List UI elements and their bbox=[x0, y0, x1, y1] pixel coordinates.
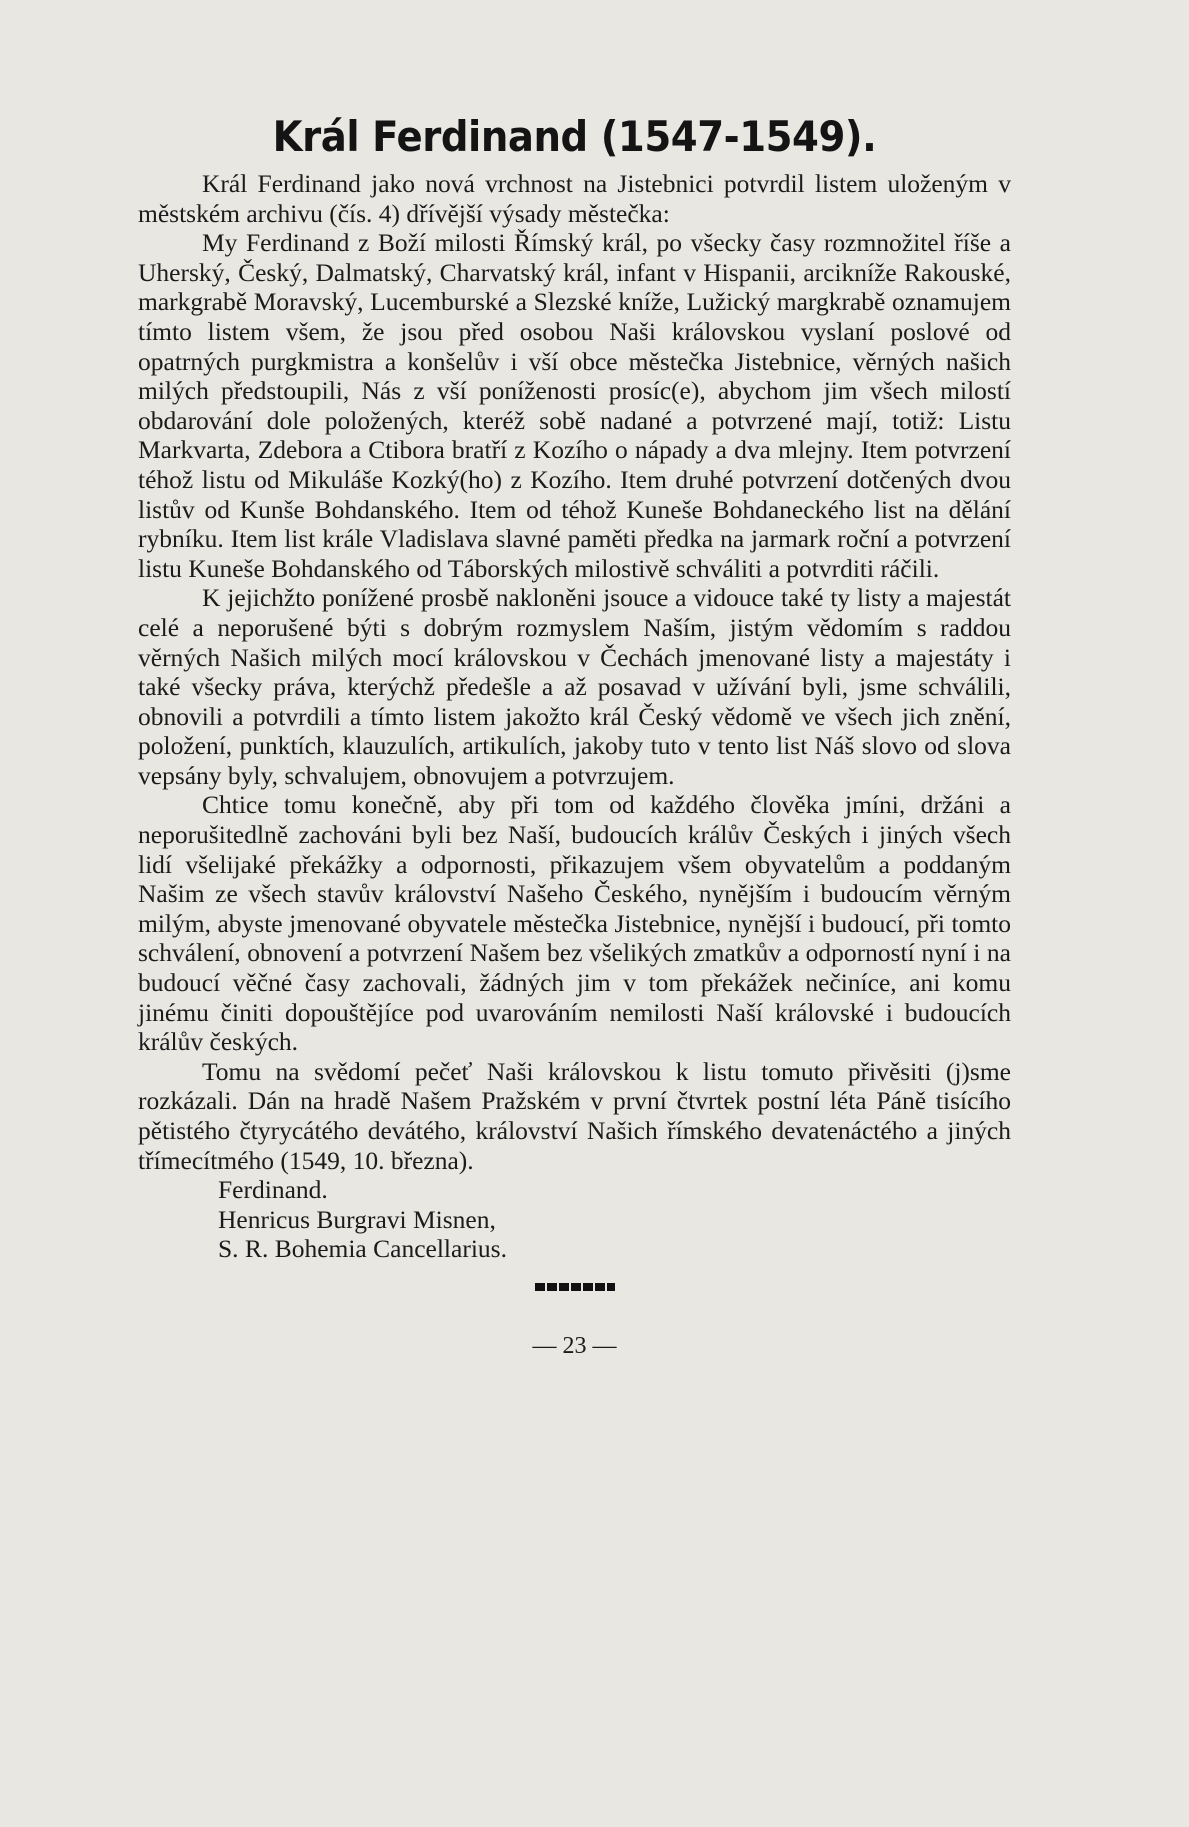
signature-line-2: Henricus Burgravi Misnen, bbox=[218, 1204, 496, 1234]
intro-paragraph: Král Ferdinand jako nová vrchnost na Jistebnici potvrdil listem uloženým v městském archivu (čís. 4) dřívější výsady městečka: bbox=[138, 169, 1011, 228]
page-title: Král Ferdinand (1547-1549). bbox=[272, 112, 877, 161]
page-number: — 23 — bbox=[532, 1332, 617, 1359]
paragraph-1: My Ferdinand z Boží milosti Římský král, po všecky časy rozmnožitel říše a Uherský, Český, Dalmatský, Charvatský král, infant v Hispanii, arcikníže Rakouské, markgrabě Moravský, Lucemburské a Slezské kníže, Lužický margkrabě oznamujem tímto listem všem, že jsou před osobou Naši královskou vyslaní poslové od opatrných purgkmistra a konšelův i vší obce městečka Jistebnice, věrných našich milých předstoupili, Nás z vší poníženosti prosíc(e), abychom jim všech milostí obdarování dole položených, kteréž sobě nadané a potvrzené mají, totiž: Listu Markvarta, Zdebora a Ctibora bratří z Kozího o nápady a dva mlejny. Item potvrzení téhož listu od Mikuláše Kozký(ho) z Kozího. Item druhé potvrzení dotčených dvou listův od Kunše Bohdanského. Item od téhož Kuneše Bohdaneckého list na dělání rybníku. Item list krále Vladislava slavné paměti předka na jarmark roční a potvrzení listu Kuneše Bohdanského od Táborských milostivě schváliti a potvrditi ráčili. bbox=[138, 228, 1011, 583]
section-ornament bbox=[138, 1280, 1011, 1295]
signature-line-3: S. R. Bohemia Cancellarius. bbox=[218, 1234, 507, 1264]
signature-line-1: Ferdinand. bbox=[218, 1175, 328, 1205]
paragraph-3: Chtice tomu konečně, aby při tom od každého člověka jmíni, držáni a neporušitedlně zachováni byli bez Naší, budoucích králův Českých i jiných všech lidí všelijaké překážky a odpornosti, přikazujem všem obyvatelům a poddaným Našim ze všech stavův království Našeho Českého, nynějším i budoucím věrným milým, abyste jmenované obyvatele městečka Jistebnice, nynější i budoucí, při tomto schválení, obnovení a potvrzení Našem bez všelikých zmatkův a odporností nyní i na budoucí věčné časy zachovali, žádných jim v tom překážek nečiníce, ani komu jinému činiti dopouštějíce pod uvarováním nemilosti Naší královské i budoucích králův českých. bbox=[138, 790, 1011, 1057]
paragraph-2: K jejichžto ponížené prosbě nakloněni jsouce a vidouce také ty listy a majestát celé a neporušené býti s dobrým rozmyslem Naším, jistým vědomím s raddou věrných Našich milých mocí královskou v Čechách jmenované listy a majestáty i také všecky práva, kterýchž předešle a až posavad v užívání byli, jsme schválili, obnovili a potvrdili a tímto listem jakožto král Český vědomě ve všech jich znění, položení, punktích, klauzulích, artikulích, jakoby tuto v tento list Náš slovo od slova vepsány byly, schvalujem, obnovujem a potvrzujem. bbox=[138, 583, 1011, 790]
body-text bbox=[138, 169, 1011, 1175]
paragraph-4: Tomu na svědomí pečeť Naši královskou k listu tomuto přivěsiti (j)sme rozkázali. Dán na hradě Našem Pražském v první čtvrtek postní léta Páně tisícího pětistého čtyrycátého devátého, království Našich římského devatenáctého a jiných třímecítmého (1549, 10. března). bbox=[138, 1056, 1011, 1175]
signature-block bbox=[138, 1175, 1011, 1264]
